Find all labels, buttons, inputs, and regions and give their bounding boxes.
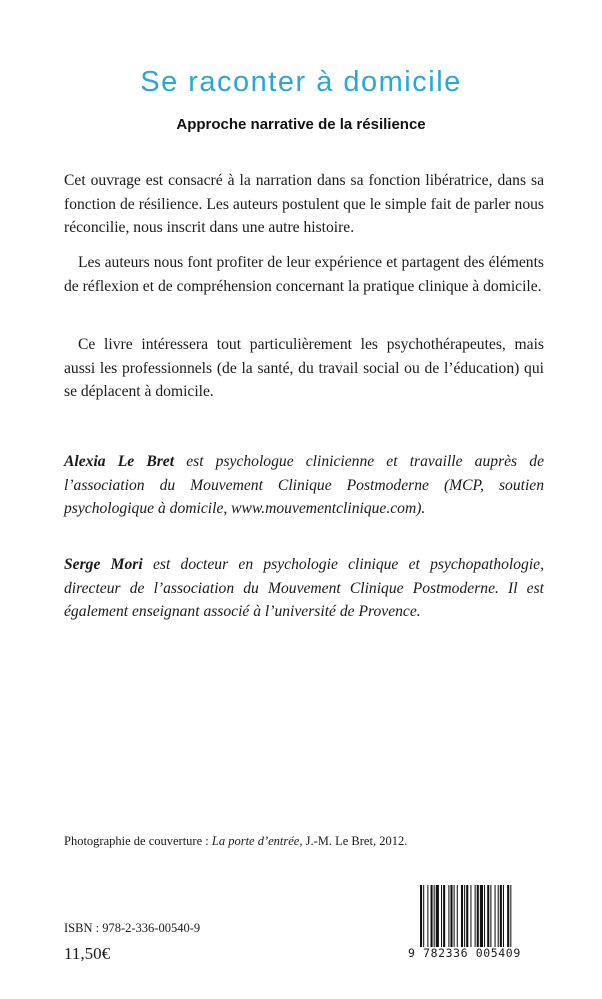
blurb-paragraph-3: Ce livre intéressera tout particulièrement les psychothérapeutes, mais aussi les professionnels (de la santé, du travail social ou de l’éducation) qui se déplacent à domicile. <box>64 336 544 400</box>
isbn: ISBN : 978-2-336-00540-9 <box>64 921 201 935</box>
author-name-2: Serge Mori <box>64 556 143 573</box>
photo-credit-suffix: , J.-M. Le Bret, 2012. <box>299 834 408 848</box>
author-bio-1 <box>64 450 544 521</box>
author-name-1: Alexia Le Bret <box>64 453 175 470</box>
author-bio-2 <box>64 553 544 624</box>
author-bio-text-1: est psychologue clinicienne et travaille auprès de l’association du Mouvement Clinique Postmoderne (MCP, soutien psychologique à domicile, www.mouvementclinique.com). <box>64 453 544 517</box>
blurb-paragraph-2: Les auteurs nous font profiter de leur expérience et partagent des éléments de réflexion et de compréhension concernant la pratique clinique à domicile. <box>64 254 544 295</box>
photo-credit-prefix: Photographie de couverture : <box>64 834 212 848</box>
photo-credit <box>64 834 407 849</box>
price: 11,50€ <box>64 944 111 963</box>
author-bio-text-2: est docteur en psychologie clinique et psychopathologie, directeur de l’association du Mouvement Clinique Postmoderne. Il est également enseignant associé à l’université de Provence. <box>64 556 544 620</box>
barcode-icon <box>420 885 550 947</box>
photo-credit-work: La porte d’entrée <box>211 834 300 848</box>
blurb-paragraph-1: Cet ouvrage est consacré à la narration dans sa fonction libératrice, dans sa fonction de résilience. Les auteurs postulent que le simple fait de parler nous réconcilie, nous inscrit dans une autre histoire. <box>64 172 544 236</box>
book-subtitle: Approche narrative de la résilience <box>176 116 426 133</box>
book-title: Se raconter à domicile <box>140 66 462 98</box>
barcode-digits: 9 782336 005409 <box>408 946 521 960</box>
